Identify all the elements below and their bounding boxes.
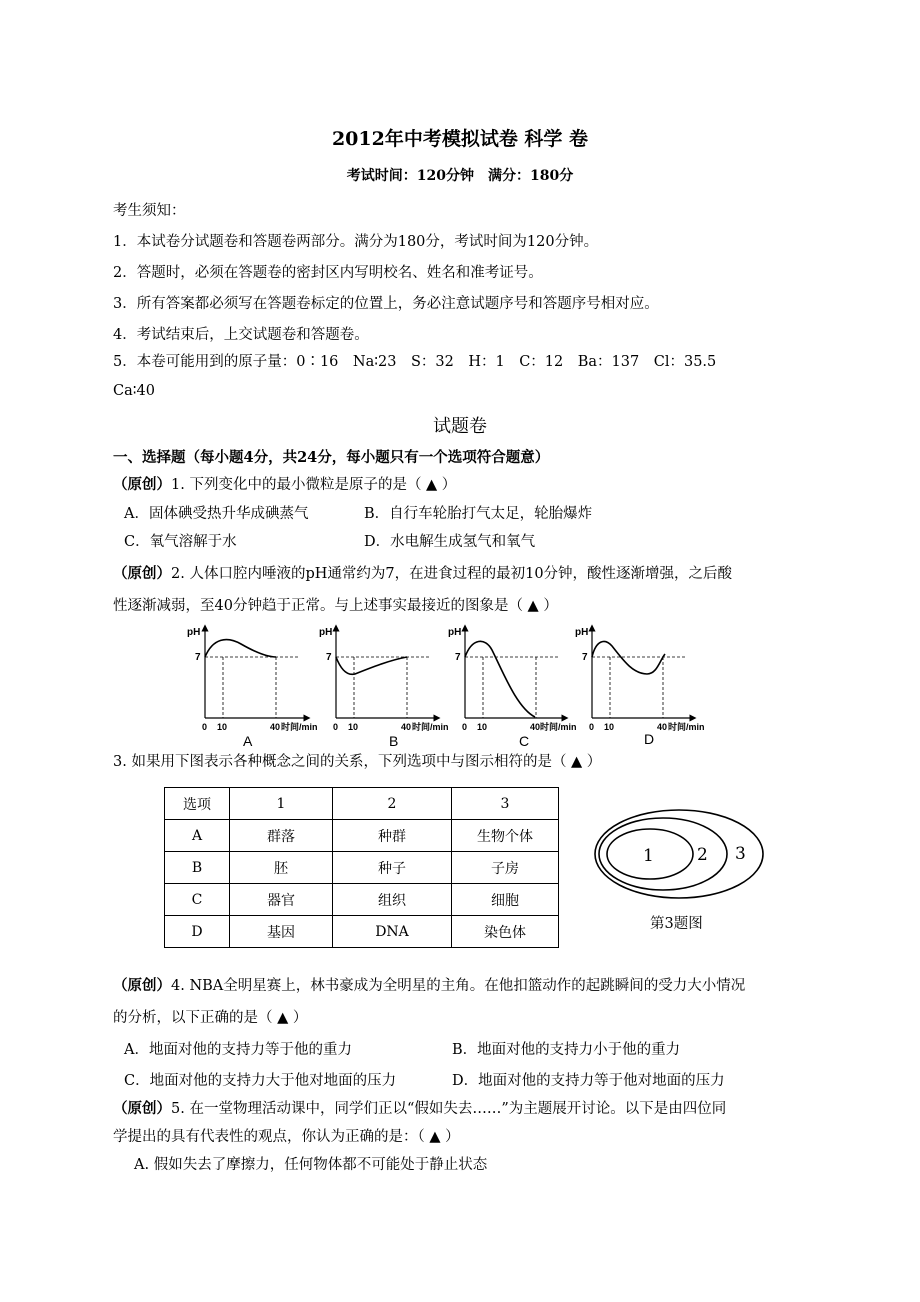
q5-tag: （原创） [113, 1100, 171, 1117]
graph-b-ylabel: pH [319, 627, 333, 638]
table-cell: 种群 [333, 820, 452, 852]
table-row [165, 884, 559, 916]
part1-heading: 一、选择题（每小题4分，共24分，每小题只有一个选项符合题意） [113, 449, 550, 466]
q5-option-a: A. 假如失去了摩擦力，任何物体都不可能处于静止状态 [134, 1157, 488, 1173]
table-header-cell: 1 [230, 788, 333, 820]
table-cell: 器官 [230, 884, 333, 916]
table-cell: 染色体 [452, 916, 559, 948]
table-row [165, 820, 559, 852]
notice-item: 5．本卷可能用到的原子量：0∶16 Na∶23 S：32 H：1 C：12 Ba：137 Cl：35.5 [113, 354, 717, 370]
q5-text: 5. 在一堂物理活动课中，同学们正以“假如失去……”为主题展开讨论。以下是由四位同 [171, 1101, 727, 1117]
q2-text: 2. 人体口腔内唾液的pH通常约为7，在进食过程的最初10分钟，酸性逐渐增强，之后酸 [171, 566, 733, 582]
table-cell: 生物个体 [452, 820, 559, 852]
q1-tag: （原创） [113, 476, 171, 493]
q4-stem-line1 [113, 974, 745, 995]
paper-subtitle: 考试时间：120分钟 满分：180分 [346, 168, 574, 184]
notice-heading: 考生须知： [113, 203, 186, 219]
table-cell: B [165, 852, 230, 884]
graph-a-x0: 0 [202, 722, 208, 732]
graph-d-letter: D [644, 731, 655, 747]
q5-stem-line2: 学提出的具有代表性的观点，你认为正确的是：（ ▲ ） [113, 1129, 460, 1145]
graph-c-x10: 10 [477, 722, 488, 732]
ellipse-label-3: 3 [735, 844, 746, 864]
paper-title: 2012年中考模拟试卷 科学 卷 [331, 128, 589, 150]
q4-option-b: B．地面对他的支持力小于他的重力 [452, 1042, 681, 1058]
q1-option-b: B．自行车轮胎打气太足，轮胎爆炸 [364, 506, 593, 522]
graph-b-y7: 7 [326, 652, 332, 663]
ph-graphs-svg [185, 620, 725, 750]
graph-d-x40: 40 [657, 722, 668, 732]
table-cell: 胚 [230, 852, 333, 884]
q2-stem-line1 [113, 562, 732, 583]
graph-d-x10: 10 [604, 722, 615, 732]
graph-c-x40: 40 [530, 722, 541, 732]
q2-graphs [185, 620, 725, 754]
q1-stem [113, 473, 456, 494]
graph-b-x40: 40 [401, 722, 412, 732]
ellipse-label-1: 1 [643, 846, 654, 866]
graph-b-x10: 10 [348, 722, 359, 732]
q1-option-d: D．水电解生成氢气和氧气 [364, 534, 536, 550]
graph-a-y7: 7 [195, 652, 201, 663]
graph-d-x0: 0 [589, 722, 595, 732]
graph-c-x0: 0 [462, 722, 468, 732]
table-header-cell: 选项 [165, 788, 230, 820]
section-title: 试题卷 [433, 416, 487, 437]
table-cell: A [165, 820, 230, 852]
table-cell: D [165, 916, 230, 948]
q3-options-table [164, 787, 559, 948]
table-row [165, 852, 559, 884]
graph-b-x0: 0 [333, 722, 339, 732]
table-cell: 基因 [230, 916, 333, 948]
graph-a [187, 627, 318, 749]
table-cell: DNA [333, 916, 452, 948]
table-cell: 群落 [230, 820, 333, 852]
table-row [165, 916, 559, 948]
q4-option-a: A．地面对他的支持力等于他的重力 [124, 1042, 352, 1058]
notice-item: 2．答题时，必须在答题卷的密封区内写明校名、姓名和准考证号。 [113, 265, 543, 281]
table-header-row [165, 788, 559, 820]
q4-tag: （原创） [113, 977, 171, 994]
graph-a-x40: 40 [270, 722, 281, 732]
table-cell: C [165, 884, 230, 916]
graph-a-ylabel: pH [187, 627, 201, 638]
q2-stem-line2: 性逐渐减弱，至40分钟趋于正常。与上述事实最接近的图象是（ ▲ ） [113, 598, 558, 614]
q4-stem-line2: 的分析，以下正确的是（ ▲ ） [113, 1010, 308, 1026]
graph-c-xunit: 时间/min [540, 722, 577, 732]
notice-item: 3．所有答案都必须写在答题卷标定的位置上，务必注意试题序号和答题序号相对应。 [113, 296, 659, 312]
notice-item: 4．考试结束后，上交试题卷和答题卷。 [113, 327, 369, 343]
ellipse-label-2: 2 [697, 845, 708, 865]
q1-option-c: C．氧气溶解于水 [124, 534, 237, 550]
table-header-cell: 3 [452, 788, 559, 820]
q4-option-c: C．地面对他的支持力大于他对地面的压力 [124, 1073, 397, 1089]
graph-c-ylabel: pH [448, 627, 462, 638]
table-header-cell: 2 [333, 788, 452, 820]
notice-item: 1．本试卷分试题卷和答题卷两部分。满分为180分，考试时间为120分钟。 [113, 234, 599, 250]
graph-b-letter: B [389, 733, 399, 749]
q4-option-d: D．地面对他的支持力等于他对地面的压力 [452, 1073, 725, 1089]
graph-d-y7: 7 [582, 652, 588, 663]
q5-stem-line1 [113, 1097, 726, 1118]
graph-c [448, 627, 577, 749]
graph-d [575, 627, 705, 747]
graph-c-y7: 7 [455, 652, 461, 663]
table-cell: 子房 [452, 852, 559, 884]
graph-a-x10: 10 [217, 722, 228, 732]
q3-figure [592, 802, 772, 916]
q1-option-a: A．固体碘受热升华成碘蒸气 [124, 506, 309, 522]
graph-b [319, 627, 449, 749]
nested-ellipses-svg [592, 802, 772, 912]
graph-b-xunit: 时间/min [412, 722, 449, 732]
q3-figure-caption: 第3题图 [650, 916, 703, 932]
table-cell: 组织 [333, 884, 452, 916]
q3-stem: 3. 如果用下图表示各种概念之间的关系，下列选项中与图示相符的是（ ▲ ） [113, 754, 602, 770]
graph-d-ylabel: pH [575, 627, 589, 638]
table-cell: 种子 [333, 852, 452, 884]
q1-text: 1. 下列变化中的最小微粒是原子的是（ ▲ ） [171, 477, 457, 493]
table-cell: 细胞 [452, 884, 559, 916]
q2-tag: （原创） [113, 565, 171, 582]
notice-item: Ca∶40 [113, 383, 155, 399]
graph-c-letter: C [519, 733, 530, 749]
graph-a-letter: A [243, 733, 253, 749]
graph-d-xunit: 时间/min [668, 722, 705, 732]
graph-a-xunit: 时间/min [281, 722, 318, 732]
q4-text: 4. NBA全明星赛上，林书豪成为全明星的主角。在他扣篮动作的起跳瞬间的受力大小情况 [171, 978, 746, 994]
